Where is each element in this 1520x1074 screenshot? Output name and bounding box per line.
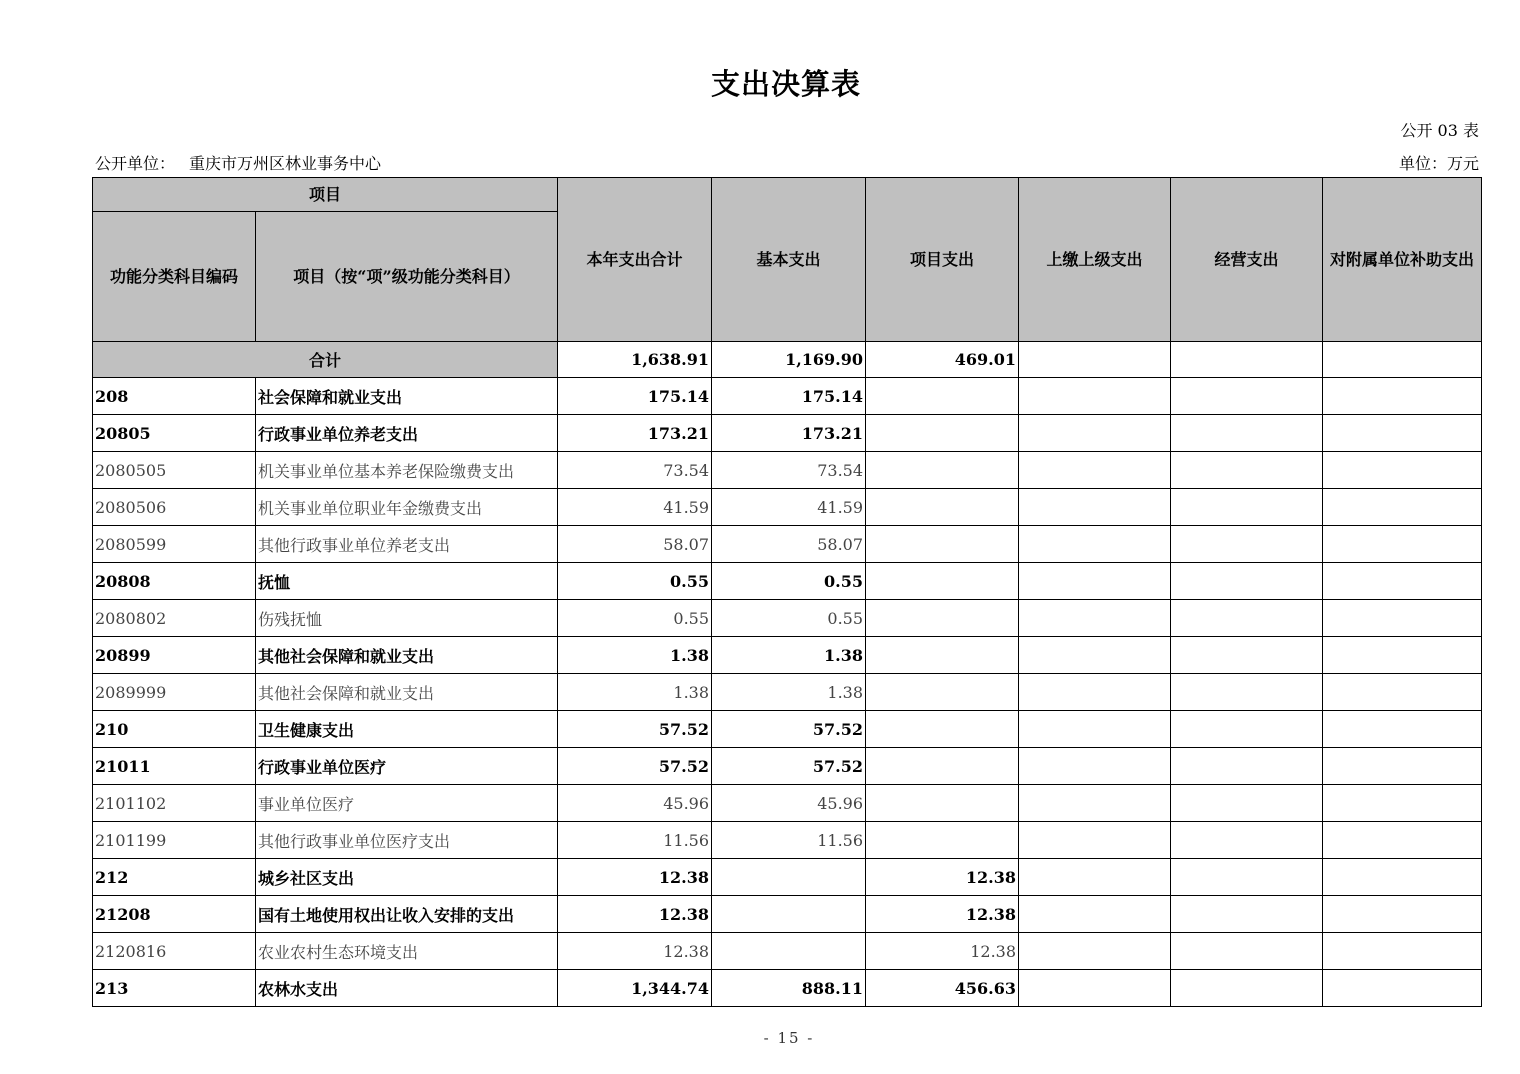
cell-business xyxy=(1171,896,1323,933)
total-cell-subsidy xyxy=(1323,342,1482,378)
total-cell-project: 469.01 xyxy=(866,342,1019,378)
cell-basic: 1.38 xyxy=(712,674,866,711)
total-cell-upper xyxy=(1019,342,1171,378)
cell-name: 其他行政事业单位医疗支出 xyxy=(256,822,558,859)
cell-basic: 11.56 xyxy=(712,822,866,859)
cell-code: 20805 xyxy=(93,415,256,452)
total-row xyxy=(93,342,1482,378)
cell-code: 21011 xyxy=(93,748,256,785)
publishing-unit-name: 重庆市万州区林业事务中心 xyxy=(189,154,382,173)
cell-name: 行政事业单位医疗 xyxy=(256,748,558,785)
cell-basic: 41.59 xyxy=(712,489,866,526)
cell-code: 212 xyxy=(93,859,256,896)
cell-total: 175.14 xyxy=(558,378,712,415)
cell-subsidy xyxy=(1323,526,1482,563)
table-row xyxy=(93,489,1482,526)
cell-name: 抚恤 xyxy=(256,563,558,600)
cell-name: 国有土地使用权出让收入安排的支出 xyxy=(256,896,558,933)
total-label: 合计 xyxy=(93,342,558,378)
cell-upper xyxy=(1019,452,1171,489)
cell-code: 20808 xyxy=(93,563,256,600)
cell-name: 卫生健康支出 xyxy=(256,711,558,748)
header-total: 本年支出合计 xyxy=(558,178,712,342)
cell-subsidy xyxy=(1323,711,1482,748)
cell-subsidy xyxy=(1323,489,1482,526)
cell-business xyxy=(1171,637,1323,674)
cell-name: 其他社会保障和就业支出 xyxy=(256,637,558,674)
cell-total: 73.54 xyxy=(558,452,712,489)
cell-subsidy xyxy=(1323,785,1482,822)
table-row xyxy=(93,859,1482,896)
cell-total: 1,344.74 xyxy=(558,970,712,1007)
table-row xyxy=(93,600,1482,637)
cell-basic: 888.11 xyxy=(712,970,866,1007)
cell-project xyxy=(866,822,1019,859)
expenditure-table xyxy=(92,177,1482,1007)
table-row xyxy=(93,378,1482,415)
cell-project xyxy=(866,748,1019,785)
cell-upper xyxy=(1019,748,1171,785)
cell-basic: 45.96 xyxy=(712,785,866,822)
cell-upper xyxy=(1019,415,1171,452)
cell-code: 2080802 xyxy=(93,600,256,637)
cell-upper xyxy=(1019,563,1171,600)
cell-name: 社会保障和就业支出 xyxy=(256,378,558,415)
table-row xyxy=(93,970,1482,1007)
cell-name: 行政事业单位养老支出 xyxy=(256,415,558,452)
cell-upper xyxy=(1019,378,1171,415)
cell-business xyxy=(1171,600,1323,637)
cell-name: 机关事业单位基本养老保险缴费支出 xyxy=(256,452,558,489)
header-upper: 上缴上级支出 xyxy=(1019,178,1171,342)
cell-basic xyxy=(712,859,866,896)
cell-upper xyxy=(1019,674,1171,711)
cell-basic: 58.07 xyxy=(712,526,866,563)
cell-subsidy xyxy=(1323,896,1482,933)
cell-code: 2101199 xyxy=(93,822,256,859)
cell-name: 其他行政事业单位养老支出 xyxy=(256,526,558,563)
cell-code: 2101102 xyxy=(93,785,256,822)
cell-total: 41.59 xyxy=(558,489,712,526)
cell-basic: 175.14 xyxy=(712,378,866,415)
cell-business xyxy=(1171,748,1323,785)
cell-project xyxy=(866,785,1019,822)
cell-project: 12.38 xyxy=(866,896,1019,933)
cell-subsidy xyxy=(1323,970,1482,1007)
table-row xyxy=(93,933,1482,970)
cell-code: 21208 xyxy=(93,896,256,933)
cell-business xyxy=(1171,563,1323,600)
table-row xyxy=(93,526,1482,563)
cell-code: 2080506 xyxy=(93,489,256,526)
cell-business xyxy=(1171,489,1323,526)
total-cell-total: 1,638.91 xyxy=(558,342,712,378)
cell-project xyxy=(866,674,1019,711)
cell-total: 57.52 xyxy=(558,748,712,785)
cell-name: 机关事业单位职业年金缴费支出 xyxy=(256,489,558,526)
table-row xyxy=(93,563,1482,600)
cell-upper xyxy=(1019,785,1171,822)
cell-basic: 1.38 xyxy=(712,637,866,674)
page-title: 支出决算表 xyxy=(710,67,861,101)
cell-business xyxy=(1171,859,1323,896)
cell-subsidy xyxy=(1323,933,1482,970)
cell-total: 58.07 xyxy=(558,526,712,563)
header-basic: 基本支出 xyxy=(712,178,866,342)
cell-subsidy xyxy=(1323,637,1482,674)
publishing-unit xyxy=(95,151,381,174)
cell-basic: 73.54 xyxy=(712,452,866,489)
cell-name: 事业单位医疗 xyxy=(256,785,558,822)
currency-unit: 单位：万元 xyxy=(1398,154,1479,173)
page-number: - 15 - xyxy=(763,1029,815,1047)
table-number: 公开 03 表 xyxy=(1400,121,1479,140)
cell-project: 12.38 xyxy=(866,859,1019,896)
cell-upper xyxy=(1019,526,1171,563)
cell-name: 农林水支出 xyxy=(256,970,558,1007)
cell-name: 农业农村生态环境支出 xyxy=(256,933,558,970)
cell-code: 2089999 xyxy=(93,674,256,711)
cell-project xyxy=(866,415,1019,452)
cell-upper xyxy=(1019,970,1171,1007)
cell-code: 2080599 xyxy=(93,526,256,563)
cell-project xyxy=(866,711,1019,748)
table-row xyxy=(93,674,1482,711)
table-row xyxy=(93,711,1482,748)
header-name: 项目（按“项”级功能分类科目） xyxy=(256,212,558,342)
cell-business xyxy=(1171,785,1323,822)
table-row xyxy=(93,896,1482,933)
cell-upper xyxy=(1019,637,1171,674)
cell-business xyxy=(1171,526,1323,563)
cell-basic xyxy=(712,933,866,970)
cell-subsidy xyxy=(1323,674,1482,711)
header-project-expense: 项目支出 xyxy=(866,178,1019,342)
cell-subsidy xyxy=(1323,859,1482,896)
cell-basic: 0.55 xyxy=(712,563,866,600)
table-row xyxy=(93,415,1482,452)
cell-basic: 57.52 xyxy=(712,748,866,785)
cell-project xyxy=(866,563,1019,600)
cell-project xyxy=(866,489,1019,526)
cell-project: 12.38 xyxy=(866,933,1019,970)
cell-upper xyxy=(1019,822,1171,859)
cell-code: 213 xyxy=(93,970,256,1007)
cell-code: 2120816 xyxy=(93,933,256,970)
cell-business xyxy=(1171,933,1323,970)
cell-subsidy xyxy=(1323,452,1482,489)
cell-subsidy xyxy=(1323,563,1482,600)
cell-total: 11.56 xyxy=(558,822,712,859)
table-row xyxy=(93,452,1482,489)
cell-total: 0.55 xyxy=(558,600,712,637)
total-cell-basic: 1,169.90 xyxy=(712,342,866,378)
cell-business xyxy=(1171,970,1323,1007)
cell-code: 2080505 xyxy=(93,452,256,489)
cell-name: 其他社会保障和就业支出 xyxy=(256,674,558,711)
cell-business xyxy=(1171,415,1323,452)
publishing-unit-label: 公开单位： xyxy=(95,154,176,173)
cell-basic: 173.21 xyxy=(712,415,866,452)
table-row xyxy=(93,785,1482,822)
cell-total: 12.38 xyxy=(558,859,712,896)
cell-basic xyxy=(712,896,866,933)
table-row xyxy=(93,748,1482,785)
cell-total: 12.38 xyxy=(558,933,712,970)
header-business: 经营支出 xyxy=(1171,178,1323,342)
cell-business xyxy=(1171,674,1323,711)
cell-subsidy xyxy=(1323,600,1482,637)
cell-project xyxy=(866,452,1019,489)
cell-upper xyxy=(1019,600,1171,637)
cell-project: 456.63 xyxy=(866,970,1019,1007)
table-row xyxy=(93,637,1482,674)
header-code: 功能分类科目编码 xyxy=(93,212,256,342)
cell-upper xyxy=(1019,896,1171,933)
cell-total: 12.38 xyxy=(558,896,712,933)
cell-business xyxy=(1171,378,1323,415)
cell-basic: 0.55 xyxy=(712,600,866,637)
table-row xyxy=(93,822,1482,859)
cell-total: 57.52 xyxy=(558,711,712,748)
cell-business xyxy=(1171,452,1323,489)
cell-total: 173.21 xyxy=(558,415,712,452)
cell-subsidy xyxy=(1323,378,1482,415)
cell-name: 伤残抚恤 xyxy=(256,600,558,637)
cell-subsidy xyxy=(1323,415,1482,452)
cell-subsidy xyxy=(1323,748,1482,785)
cell-basic: 57.52 xyxy=(712,711,866,748)
cell-project xyxy=(866,526,1019,563)
cell-subsidy xyxy=(1323,822,1482,859)
cell-code: 208 xyxy=(93,378,256,415)
cell-total: 1.38 xyxy=(558,637,712,674)
cell-upper xyxy=(1019,933,1171,970)
cell-project xyxy=(866,600,1019,637)
cell-project xyxy=(866,378,1019,415)
cell-code: 210 xyxy=(93,711,256,748)
cell-upper xyxy=(1019,859,1171,896)
cell-business xyxy=(1171,711,1323,748)
cell-project xyxy=(866,637,1019,674)
cell-code: 20899 xyxy=(93,637,256,674)
cell-total: 1.38 xyxy=(558,674,712,711)
cell-upper xyxy=(1019,489,1171,526)
cell-total: 0.55 xyxy=(558,563,712,600)
cell-name: 城乡社区支出 xyxy=(256,859,558,896)
header-subsidy: 对附属单位补助支出 xyxy=(1323,178,1482,342)
cell-business xyxy=(1171,822,1323,859)
total-cell-business xyxy=(1171,342,1323,378)
header-project: 项目 xyxy=(93,178,558,212)
cell-upper xyxy=(1019,711,1171,748)
cell-total: 45.96 xyxy=(558,785,712,822)
